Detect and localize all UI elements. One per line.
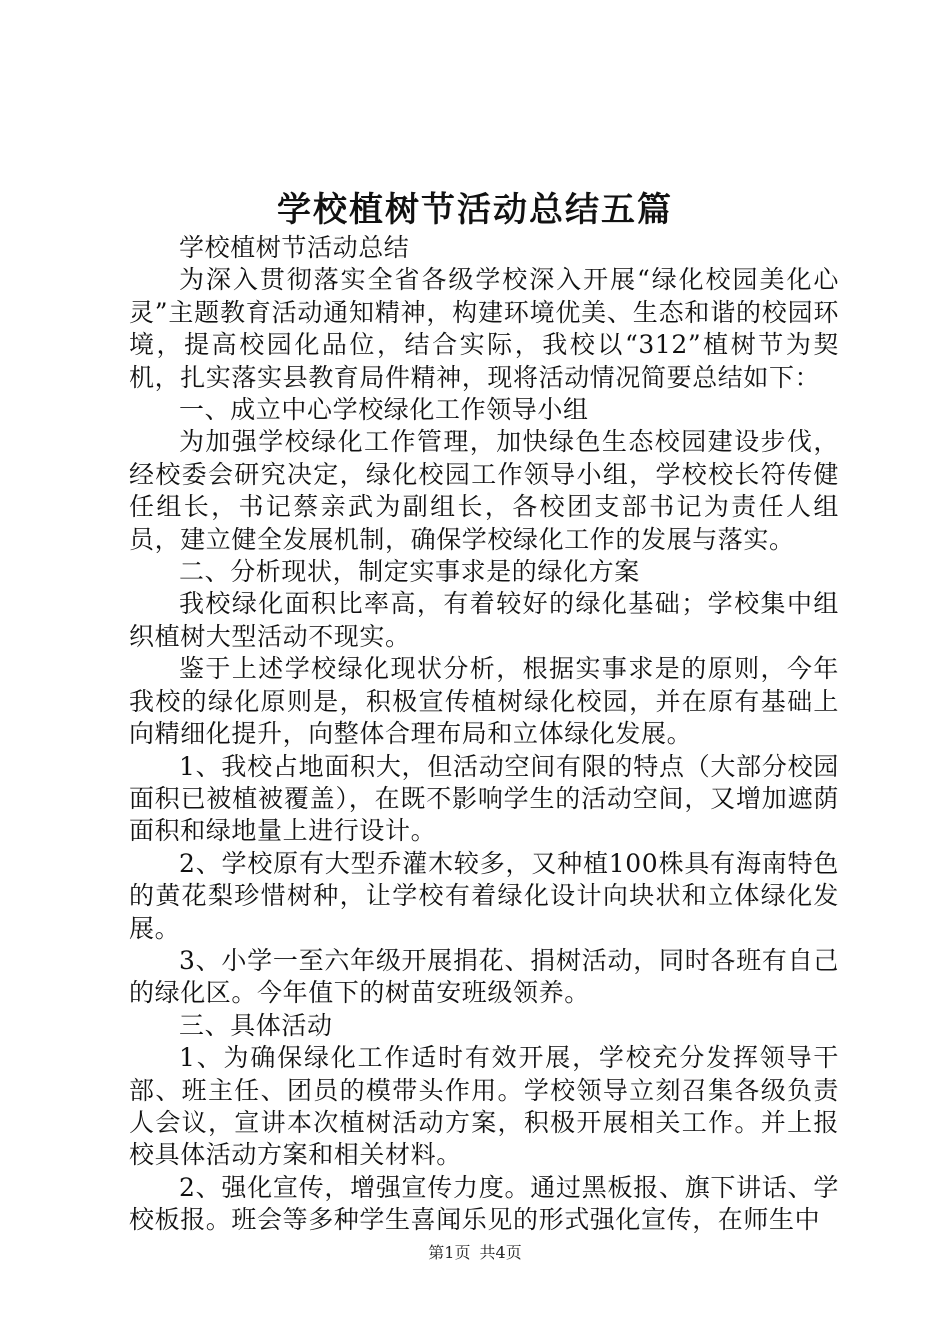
list-item: 2、学校原有大型乔灌木较多，又种植100株具有海南特色的黄花梨珍惜树种，让学校有着绿化设计向块状和立体绿化发展。 xyxy=(129,848,839,943)
paragraph: 鉴于上述学校绿化现状分析，根据实事求是的原则，今年我校的绿化原则是，积极宣传植树绿化校园，并在原有基础上向精细化提升，向整体合理布局和立体绿化发展。 xyxy=(129,654,839,749)
section-heading-1: 一、成立中心学校绿化工作领导小组 xyxy=(179,395,589,425)
list-item: 1、为确保绿化工作适时有效开展，学校充分发挥领导干部、班主任、团员的模带头作用。学校领导立刻召集各级负责人会议，宣讲本次植树活动方案，积极开展相关工作。并上报校具体活动方案和相关材料。 xyxy=(129,1043,839,1170)
list-item: 1、我校占地面积大，但活动空间有限的特点（大部分校园面积已被植被覆盖），在既不影响学生的活动空间，又增加遮荫面积和绿地量上进行设计。 xyxy=(129,751,839,846)
paragraph-intro: 为深入贯彻落实全省各级学校深入开展“绿化校园美化心灵”主题教育活动通知精神，构建环境优美、生态和谐的校园环境，提高校园化品位，结合实际，我校以“312”植树节为契机，扎实落实县教育局件精神，现将活动情况简要总结如下： xyxy=(129,265,839,392)
paragraph: 我校绿化面积比率高，有着较好的绿化基础；学校集中组织植树大型活动不现实。 xyxy=(129,589,839,651)
paragraph: 为加强学校绿化工作管理，加快绿色生态校园建设步伐，经校委会研究决定，绿化校园工作领导小组，学校校长符传健任组长，书记蔡亲武为副组长，各校团支部书记为责任人组员，建立健全发展机制，确保学校绿化工作的发展与落实。 xyxy=(129,427,839,554)
document-body xyxy=(129,232,839,1237)
page-footer xyxy=(0,1243,950,1263)
list-item: 3、小学一至六年级开展捐花、捐树活动，同时各班有自己的绿化区。今年值下的树苗安班级领养。 xyxy=(129,945,839,1008)
page-total: 共4页 xyxy=(479,1243,522,1262)
document-title: 学校植树节活动总结五篇 xyxy=(277,190,673,230)
list-item: 2、强化宣传，增强宣传力度。通过黑板报、旗下讲话、学校板报。班会等多种学生喜闻乐见的形式强化宣传，在师生中 xyxy=(129,1172,839,1235)
paragraph-subtitle: 学校植树节活动总结 xyxy=(179,233,410,262)
section-heading-3: 三、具体活动 xyxy=(179,1010,333,1040)
section-heading-2: 二、分析现状，制定实事求是的绿化方案 xyxy=(179,557,640,587)
page-number: 第1页 xyxy=(428,1243,471,1262)
